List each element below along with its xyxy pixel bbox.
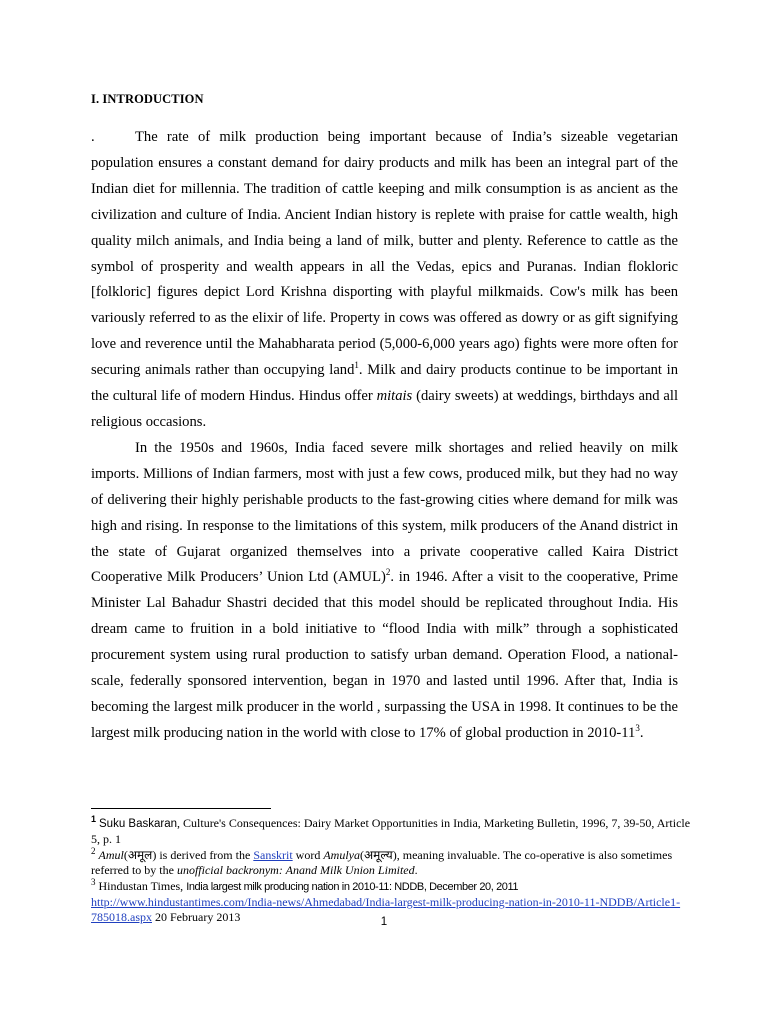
footnote-ref-1[interactable]: 1 bbox=[354, 360, 359, 371]
hindustan-times-link[interactable]: http://www.hindustantimes.com/India-news/Ahmedabad/India-largest-milk-producing-nation-in-2010-11-NDDB/Article1-785018.aspx bbox=[91, 895, 681, 925]
footnote-separator bbox=[91, 808, 271, 809]
paragraph-1-text-c: (dairy sweets) at weddings, birthdays and all religious occasions. bbox=[91, 388, 678, 430]
footnote-2-term: Amul bbox=[98, 847, 124, 862]
paragraph-2-text-c: . bbox=[639, 724, 644, 741]
footnote-2 bbox=[91, 845, 691, 879]
footnote-1 bbox=[91, 816, 691, 848]
footnote-3-source: Hindustan Times, bbox=[98, 878, 187, 893]
section-heading: I. INTRODUCTION bbox=[91, 92, 204, 106]
footnote-ref-2[interactable]: 2 bbox=[385, 567, 391, 578]
paragraph-lead-dot: . bbox=[91, 129, 95, 145]
footnote-2-term-native: (अमूल) bbox=[123, 847, 157, 862]
footnote-2-text-d: . bbox=[414, 863, 418, 878]
footnote-3-mark: 3 bbox=[91, 876, 96, 887]
paragraph-1 bbox=[91, 125, 678, 436]
page-number: 1 bbox=[380, 916, 388, 928]
paragraph-1-text-b: . Milk and dairy products continue to be important in the cultural life of modern Hindus. Hindus offer bbox=[91, 362, 678, 405]
sanskrit-link[interactable]: Sanskrit bbox=[253, 847, 293, 862]
paragraph-2-text-b: . in 1946. After a visit to the cooperative, Prime Minister Lal Bahadur Shastri decided that this model should be replicated throughout India. His dream came to fruition in a bold initiative to “flood India with milk” through a sophisticated procurement system using rural production to satisfy urban demand. Operation Flood, a national-scale, federally sponsored intervention, began in 1970 and lasted until 1996. After that, India is becoming the largest milk producer in the world , surpassing the USA in 1998. It continues to be the largest milk producing nation in the world with close to 17% of global production in 2010-11 bbox=[91, 569, 678, 741]
footnote-ref-3[interactable]: 3 bbox=[635, 722, 640, 733]
footnote-1-mark: 1 bbox=[91, 814, 97, 824]
footnote-2-text-a: is derived from the bbox=[156, 847, 254, 862]
paragraph-1-text-a: The rate of milk production being important because of India’s sizeable vegetarian population ensures a constant demand for dairy products and milk has been an integral part of the Indian diet for millennia. The tradition of cattle keeping and milk consumption is as ancient as the civilization and culture of India. Ancient Indian history is replete with praise for cattle wealth, high quality milch animals, and India being a land of milk, butter and plenty. Reference to cattle as the symbol of prosperity and wealth appears in all the Vedas, epics and Puranas. Indian flokloric [folkloric] figures depict Lord Krishna disporting with playful milkmaids. Cow's milk has been variously referred to as the elixir of life. Property in cows was offered as dowry or as gift signifying love and reverence until the Mahabharata period (5,000-6,000 years ago) fights were more often for securing animals rather than occupying land bbox=[91, 129, 678, 379]
footnote-3-headline: India largest milk producing nation in 2010-11: NDDB, December 20, 2011 bbox=[186, 880, 519, 893]
footnote-2-word: Amulya bbox=[323, 847, 360, 862]
footnote-3-accessed: 20 February 2013 bbox=[152, 910, 241, 925]
paragraph-2-text-a: In the 1950s and 1960s, India faced severe milk shortages and relied heavily on milk imports. Millions of Indian farmers, most with just a few cows, produced milk, but they had no way of delivering their highly perishable products to the fast-growing cities where demand for milk was high and rising. In response to the limitations of this system, milk producers of the Anand district in the state of Gujarat organized themselves into a private cooperative called Kaira District Cooperative Milk Producers’ Union Ltd (AMUL) bbox=[91, 439, 678, 586]
footnote-2-word-native: (अमूल्य) bbox=[359, 847, 397, 862]
body-text bbox=[91, 125, 678, 747]
footnote-1-text: , Culture's Consequences: Dairy Market Opportunities in India, Marketing Bulletin, 1996, 7, 39-50, Article 5, p. 1 bbox=[91, 816, 691, 847]
footnote-2-text-b: word bbox=[292, 847, 324, 862]
footnote-2-text-c: , meaning invaluable. The co-operative is also sometimes referred to by the bbox=[91, 847, 673, 878]
paragraph-1-italic: mitais bbox=[376, 388, 413, 405]
paragraph-2 bbox=[91, 436, 678, 747]
footnotes bbox=[91, 816, 691, 926]
footnote-2-mark: 2 bbox=[91, 845, 96, 856]
footnote-2-backronym: unofficial backronym: Anand Milk Union Limited bbox=[176, 863, 415, 878]
footnote-1-author: Suku Baskaran bbox=[99, 818, 178, 830]
